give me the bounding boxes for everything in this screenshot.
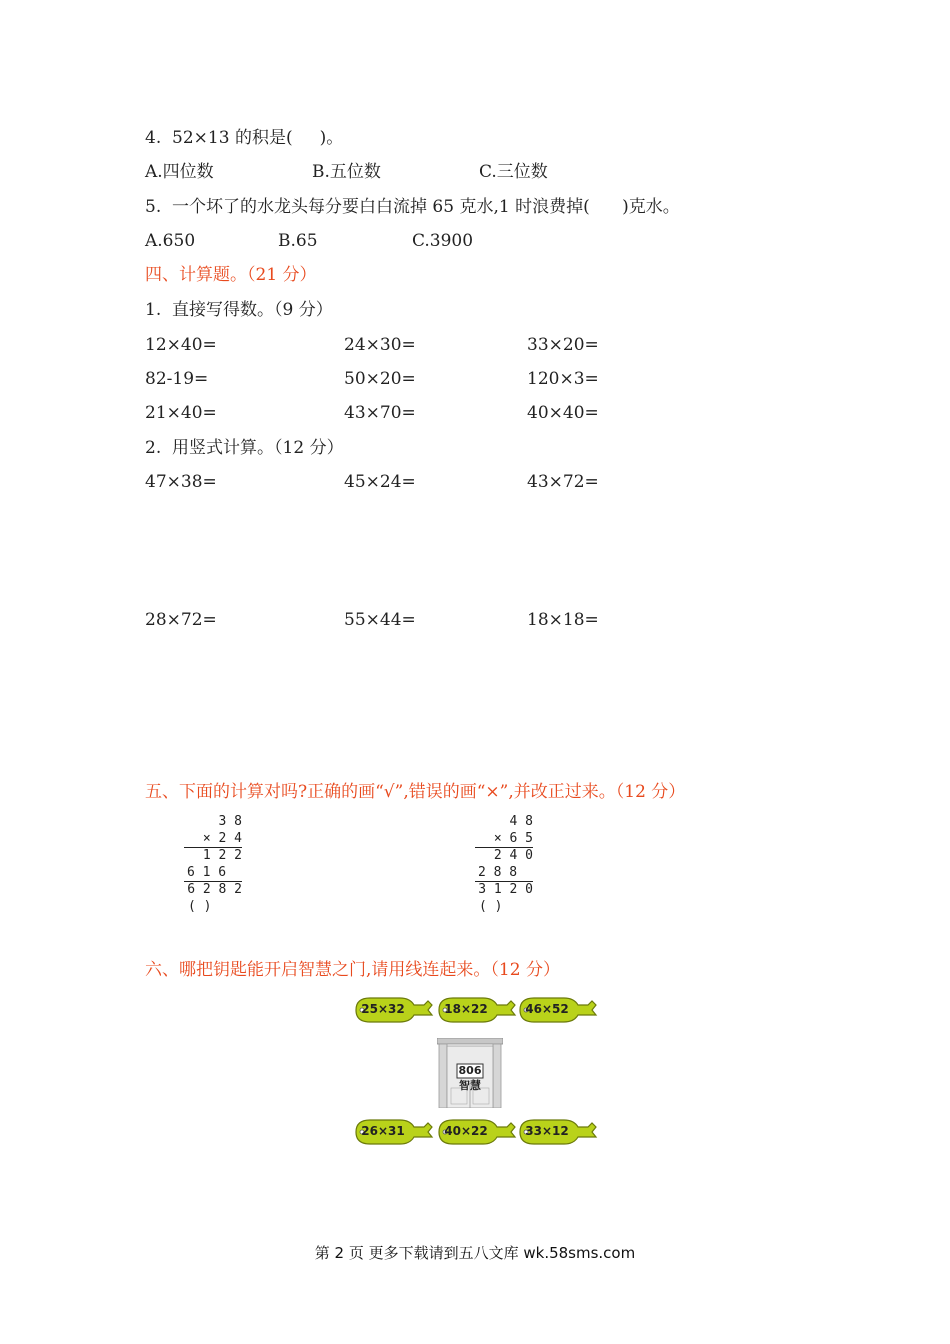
- key-top-3-label: 46×52: [525, 1002, 569, 1016]
- key-bottom-2[interactable]: [437, 1118, 517, 1146]
- divider: [184, 847, 242, 848]
- key-top-2-label: 18×22: [444, 1002, 488, 1016]
- door-number: 806: [458, 1064, 482, 1077]
- oral-calc: 21×40=: [145, 403, 217, 423]
- oral-calc: 40×40=: [527, 403, 599, 423]
- calc2-row2: × 6 5: [493, 831, 533, 846]
- divider: [475, 881, 533, 882]
- calc1-row3: 1 2 2: [202, 848, 242, 863]
- vertical-calc: 28×72=: [145, 610, 217, 630]
- calc2-row5: 3 1 2 0: [478, 882, 533, 897]
- section-4-sub1: 1. 直接写得数。（9 分）: [145, 300, 333, 320]
- section-4-sub2: 2. 用竖式计算。（12 分）: [145, 438, 344, 458]
- vertical-calc: 18×18=: [527, 610, 599, 630]
- vertical-calc: 55×44=: [344, 610, 416, 630]
- section-4-title: 四、计算题。（21 分）: [145, 265, 317, 285]
- divider: [184, 881, 242, 882]
- divider: [475, 847, 533, 848]
- key-bottom-3[interactable]: [518, 1118, 598, 1146]
- oral-calc: 82-19=: [145, 369, 209, 389]
- key-bottom-2-label: 40×22: [444, 1124, 488, 1138]
- vertical-calc-2: [461, 813, 541, 915]
- vertical-calc-1: [170, 813, 250, 915]
- page-footer: 第 2 页 更多下载请到五八文库 wk.58sms.com: [314, 1244, 636, 1262]
- calc2-check-blank[interactable]: ( ): [479, 899, 503, 914]
- calc1-row1: 3 8: [218, 814, 242, 829]
- oral-calc: 120×3=: [527, 369, 599, 389]
- wisdom-door[interactable]: [437, 1038, 503, 1108]
- key-top-1[interactable]: [354, 996, 434, 1024]
- key-top-2[interactable]: [437, 996, 517, 1024]
- key-bottom-1[interactable]: [354, 1118, 434, 1146]
- calc1-row2: × 2 4: [202, 831, 242, 846]
- q4-option-c: C.三位数: [479, 162, 548, 182]
- calc2-row1: 4 8: [509, 814, 533, 829]
- calc1-check-blank[interactable]: ( ): [188, 899, 212, 914]
- oral-calc: 43×70=: [344, 403, 416, 423]
- q4-option-b: B.五位数: [312, 162, 381, 182]
- vertical-calc: 43×72=: [527, 472, 599, 492]
- question-5: 5. 一个坏了的水龙头每分要白白流掉 65 克水,1 时浪费掉( )克水。: [145, 197, 680, 217]
- q5-option-c: C.3900: [412, 231, 474, 251]
- key-top-1-label: 25×32: [361, 1002, 405, 1016]
- calc2-row4: 2 8 8: [478, 865, 518, 880]
- oral-calc: 24×30=: [344, 335, 416, 355]
- oral-calc: 12×40=: [145, 335, 217, 355]
- section-6-title: 六、哪把钥匙能开启智慧之门,请用线连起来。（12 分）: [145, 960, 560, 980]
- key-top-3[interactable]: [518, 996, 598, 1024]
- calc1-row5: 6 2 8 2: [187, 882, 242, 897]
- oral-calc: 50×20=: [344, 369, 416, 389]
- vertical-calc: 47×38=: [145, 472, 217, 492]
- calc1-row4: 6 1 6: [187, 865, 227, 880]
- q5-option-a: A.650: [145, 231, 196, 251]
- vertical-calc: 45×24=: [344, 472, 416, 492]
- calc2-row3: 2 4 0: [493, 848, 533, 863]
- oral-calc: 33×20=: [527, 335, 599, 355]
- q5-option-b: B.65: [278, 231, 318, 251]
- key-bottom-1-label: 26×31: [361, 1124, 405, 1138]
- door-label: 智慧: [459, 1079, 481, 1092]
- key-bottom-3-label: 33×12: [525, 1124, 569, 1138]
- section-5-title: 五、下面的计算对吗?正确的画“√”,错误的画“×”,并改正过来。（12 分）: [145, 782, 686, 802]
- question-4: 4. 52×13 的积是( )。: [145, 128, 344, 148]
- q4-option-a: A.四位数: [145, 162, 214, 182]
